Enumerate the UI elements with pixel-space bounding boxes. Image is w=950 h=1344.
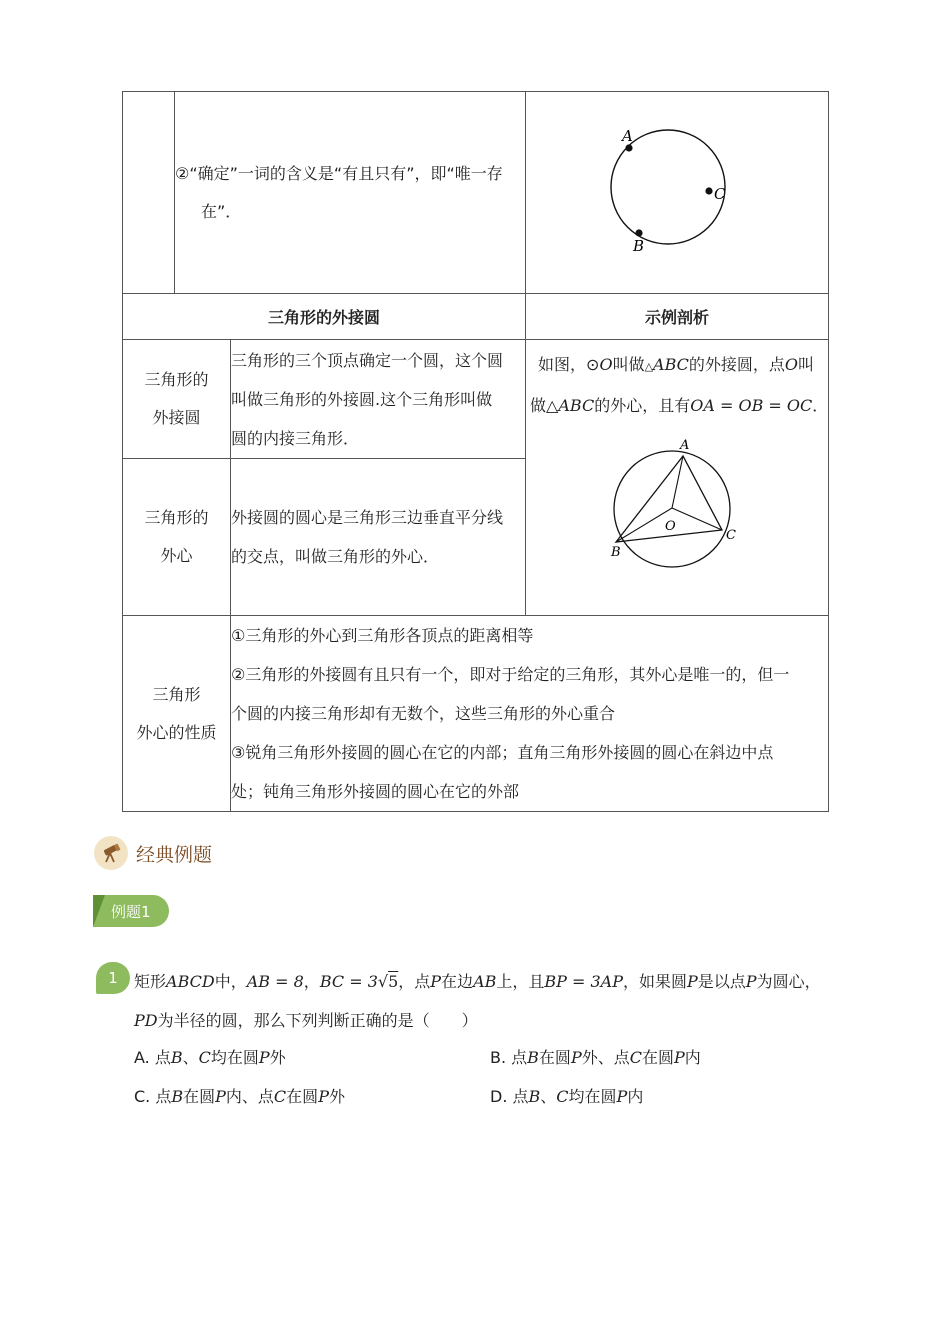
def-line: 圆的内接三角形．: [231, 428, 360, 448]
header-left: 三角形的外接圆: [123, 294, 526, 340]
def-line: 的交点，叫做三角形的外心．: [231, 547, 440, 566]
term-line: 外接圆: [152, 408, 201, 427]
label-o: O: [665, 519, 676, 534]
question-stem: 矩形ABCD中，AB = 8，BC = 3√5，点P在边AB上，且BP = 3AP，如果圆P是以点P为圆心， PD为半径的圆，那么下列判断正确的是（ ）: [134, 972, 821, 1030]
term-line: 外心: [160, 546, 193, 565]
option-d[interactable]: D. 点B、C均在圆P内: [490, 1087, 644, 1106]
property-line: 个圆的内接三角形却有无数个，这些三角形的外心重合: [231, 704, 616, 723]
term-cell: [123, 340, 231, 459]
example-text: 如图，⊙O叫做△ABC的外接圆，点O叫 做△ABC的外心，且有OA = OB = OC．: [530, 355, 829, 415]
label-b: B: [633, 237, 645, 255]
term-line: 三角形的: [144, 370, 209, 389]
term-line: 外心的性质: [136, 722, 217, 742]
label-a: A: [622, 127, 633, 145]
table-row: [123, 340, 829, 459]
property-line: ①三角形的外心到三角形各顶点的距离相等: [231, 626, 534, 645]
definition-cell: [231, 340, 526, 459]
figure-cell: [526, 92, 829, 294]
label-a: A: [680, 438, 690, 453]
note-line: 在”．: [201, 201, 242, 221]
label-c: C: [726, 528, 736, 543]
term-line: 三角形的: [144, 508, 209, 527]
note-cell: [175, 92, 526, 294]
table-row: [123, 92, 829, 294]
term-line: 三角形: [152, 684, 201, 704]
def-line: 外接圆的圆心是三角形三边垂直平分线: [231, 508, 504, 527]
note-line: ②“确定”一词的含义是“有且只有”，即“唯一存: [175, 163, 503, 183]
point-c: [705, 187, 712, 194]
option-a[interactable]: A. 点B、C均在圆P外: [134, 1048, 286, 1067]
header-right: 示例剖析: [526, 294, 829, 340]
question-number-badge: 1: [96, 962, 130, 994]
label-b: B: [611, 545, 621, 560]
property-line: ②三角形的外接圆有且只有一个，即对于给定的三角形，其外心是唯一的，但一: [231, 665, 790, 684]
point-a: [625, 144, 632, 151]
label-c: C: [714, 185, 726, 203]
property-line: ③锐角三角形外接圆的圆心在它的内部；直角三角形外接圆的圆心在斜边中点: [231, 743, 774, 762]
term-cell: [123, 459, 231, 616]
properties-cell: [231, 616, 829, 812]
point-b: [635, 229, 642, 236]
telescope-icon: [94, 836, 128, 870]
option-b[interactable]: B. 点B在圆P外、点C在圆P内: [490, 1048, 701, 1067]
section-heading: [94, 836, 212, 870]
knowledge-table: [122, 91, 829, 812]
table-row: [123, 616, 829, 812]
option-c[interactable]: C. 点B在圆P内、点C在圆P外: [134, 1087, 345, 1106]
circumcircle-figure: [526, 431, 827, 581]
property-line: 处；钝角三角形外接圆的圆心在它的外部: [231, 782, 520, 801]
term-cell: [123, 616, 231, 812]
example-cell: [526, 340, 829, 616]
section-title: 经典例题: [136, 843, 213, 866]
table-header-row: [123, 294, 829, 340]
circle-three-points-figure: [526, 92, 827, 289]
segment-oc: [672, 508, 722, 530]
def-line: 三角形的三个顶点确定一个圆，这个圆: [231, 350, 504, 370]
circumcircle: [614, 451, 730, 567]
def-line: 叫做三角形的外接圆.这个三角形叫做: [231, 389, 493, 409]
definition-cell: [231, 459, 526, 616]
example-tag: 例题1: [93, 895, 169, 927]
blank-cell: [123, 92, 175, 294]
